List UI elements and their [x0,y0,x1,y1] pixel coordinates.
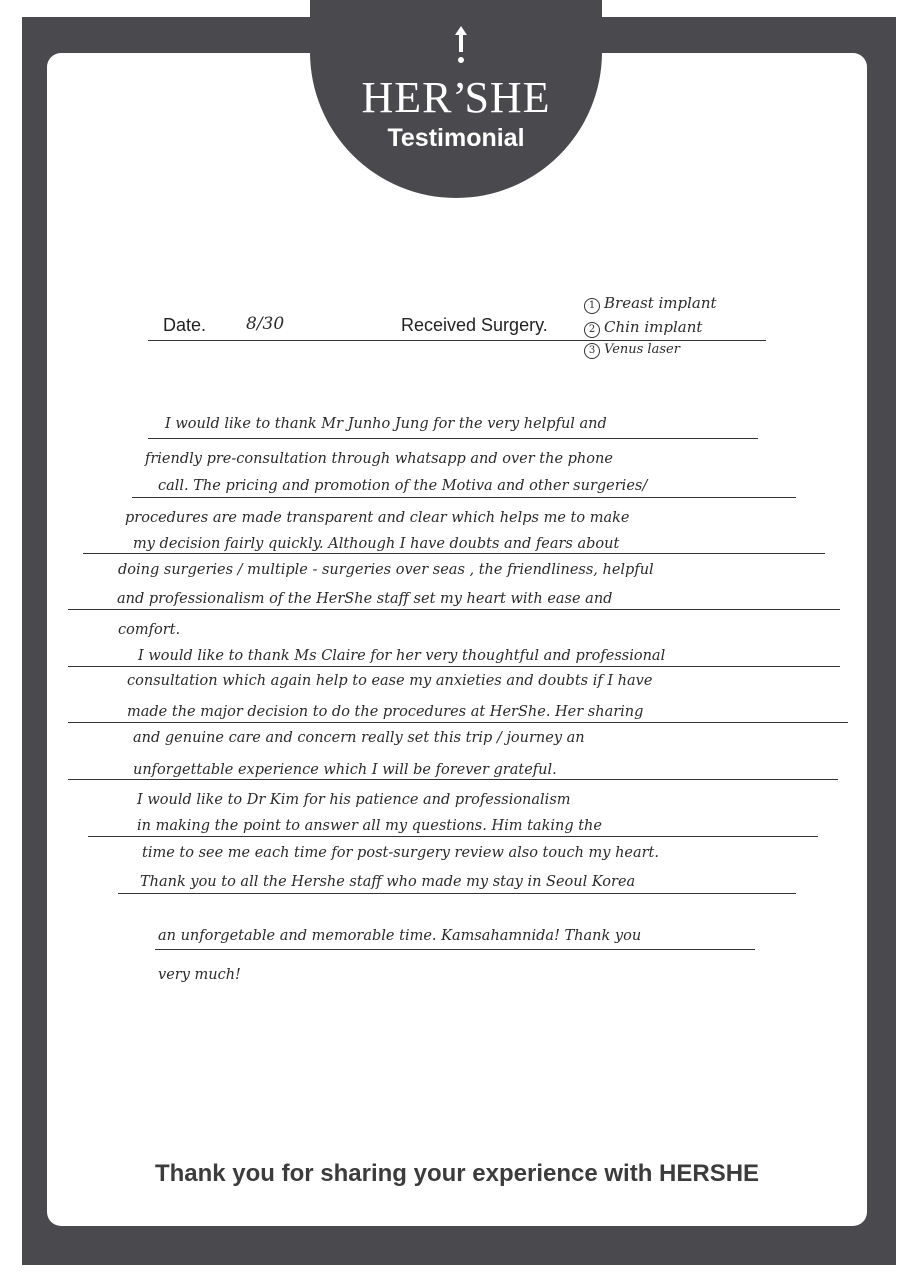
writing-rule [118,893,796,894]
testimonial-line: doing surgeries / multiple - surgeries over seas , the friendliness, helpful [118,562,654,578]
writing-rule [88,836,818,837]
footer-thank-you: Thank you for sharing your experience with HERSHE [154,1160,760,1187]
testimonial-line: my decision fairly quickly. Although I have doubts and fears about [133,536,620,552]
date-value: 8/30 [246,314,285,334]
surgery-number: 1 [584,298,600,314]
brand-pin-icon [455,26,467,66]
surgery-item [584,318,702,338]
testimonial-line: I would like to thank Ms Claire for her very thoughtful and professional [138,648,666,664]
testimonial-line: comfort. [118,622,181,638]
testimonial-line: friendly pre-consultation through whatsapp and over the phone [145,451,613,467]
testimonial-line: Thank you to all the Hershe staff who made my stay in Seoul Korea [140,874,636,890]
surgery-name: Chin implant [604,318,703,336]
brand-her: HER [361,73,453,122]
surgery-name: Breast implant [604,294,717,312]
writing-rule [68,666,840,667]
testimonial-line: and genuine care and concern really set this trip / journey an [133,730,585,746]
testimonial-line: call. The pricing and promotion of the Motiva and other surgeries/ [158,478,648,494]
writing-rule [148,438,758,439]
page-title: Testimonial [387,124,525,152]
writing-rule [68,609,840,610]
writing-rule [83,553,825,554]
testimonial-line: I would like to thank Mr Junho Jung for the very helpful and [165,416,607,432]
brand-logo [310,72,602,123]
testimonial-line: I would like to Dr Kim for his patience and professionalism [137,792,571,808]
writing-rule [68,779,838,780]
brand-she: SHE [464,73,551,122]
writing-rule [155,949,755,950]
testimonial-line: procedures are made transparent and clear which helps me to make [125,510,630,526]
testimonial-line: very much! [158,967,241,983]
testimonial-line: made the major decision to do the procedures at HerShe. Her sharing [127,704,644,720]
testimonial-line: and professionalism of the HerShe staff set my heart with ease and [117,591,613,607]
form-underline [148,340,766,341]
brand-apostrophe: ’ [452,73,469,122]
testimonial-line: time to see me each time for post-surgery review also touch my heart. [142,845,659,861]
surgery-number: 3 [584,343,600,359]
writing-rule [132,497,796,498]
date-label: Date. [163,315,207,335]
writing-rule [68,722,848,723]
testimonial-line: unforgettable experience which I will be forever grateful. [133,762,557,778]
surgery-number: 2 [584,322,600,338]
surgery-item [584,294,717,314]
testimonial-line: an unforgetable and memorable time. Kamsahamnida! Thank you [158,928,642,944]
surgery-name: Venus laser [604,342,680,357]
testimonial-line: consultation which again help to ease my anxieties and doubts if I have [127,673,653,689]
testimonial-sheet [47,53,867,1226]
surgery-item [584,342,680,359]
surgery-label: Received Surgery. [401,315,548,335]
testimonial-line: in making the point to answer all my questions. Him taking the [137,818,602,834]
